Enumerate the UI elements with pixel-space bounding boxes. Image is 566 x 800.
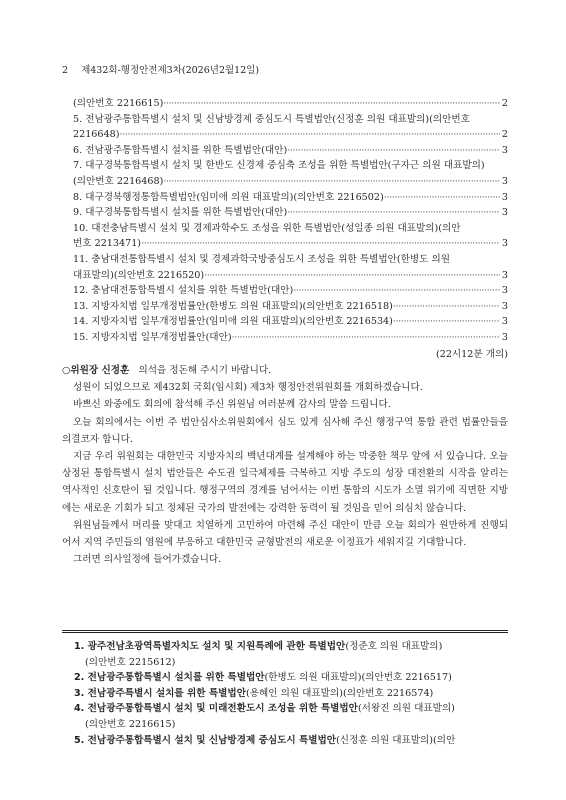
toc-entry: [62, 221, 508, 237]
toc-entry-text: 9. 대구경북통합특별시 설치를 위한 특별법안(대안): [73, 207, 288, 219]
toc-leader-dots: [393, 314, 500, 330]
toc-entry-text: 5. 전남광주통합특별시 설치 및 신남방경제 중심도시 특별법안(신정훈 의원 대표발의)(의안번호: [73, 113, 470, 125]
agenda-item: [62, 686, 508, 702]
toc-entry-text: 대표발의)(의안번호 2216520): [73, 269, 205, 281]
speech-paragraph: 위원님들께서 머리를 맞대고 치열하게 고민하여 마련해 주신 대안이 만큼 오늘 회의가 원만하게 진행되어서 지역 주민들의 염원에 부응하고 대한민국 균형발전의 새로운 이정표가 세워지길 기대합니다.: [62, 519, 508, 549]
toc-entry-text: 10. 대전충남특별시 설치 및 경제과학수도 조성을 위한 특별법안(성일종 의원 대표발의)(의안: [73, 222, 461, 234]
toc-leader-dots: [287, 143, 500, 159]
agenda-divider: [62, 630, 508, 633]
speech-paragraph: 오늘 회의에서는 이번 주 법안심사소위원회에서 심도 있게 심사해 주신 행정구역 통합 관련 법률안들을 의결코자 합니다.: [62, 416, 508, 445]
agenda-item-sponsor: (정준호 의원 대표발의): [345, 641, 443, 652]
toc-entry: [62, 112, 508, 128]
toc-page-number: 3: [501, 207, 508, 219]
agenda-item: [62, 701, 508, 732]
toc-entry: [62, 96, 508, 112]
toc-entry: [62, 174, 508, 190]
toc-leader-dots: [119, 127, 499, 143]
agenda-item-title: 1. 광주전남초광역특별자치도 설치 및 지원특례에 관한 특별법안: [74, 641, 346, 652]
toc-entry-text: 7. 대구경북통합특별시 설치 및 한반도 신경제 중심축 조성을 위한 특별법안(구자근 의원 대표발의): [73, 160, 485, 172]
toc-page-number: 3: [501, 300, 508, 312]
toc-entry: [62, 158, 508, 174]
agenda-item-title: 3. 전남광주특별시 설치를 위한 특별법안: [74, 687, 246, 699]
toc-entry: [62, 268, 508, 284]
toc-entry: [62, 143, 508, 159]
toc-leader-dots: [232, 330, 500, 346]
agenda-item: [62, 733, 508, 749]
toc-entry: [62, 205, 508, 221]
toc-entry: [62, 252, 508, 268]
agenda-item-sponsor: (용혜인 의원 대표발의)(의안번호 2216574): [245, 687, 434, 699]
chair-speech: [62, 362, 508, 568]
toc-leader-dots: [287, 205, 500, 221]
running-header: [62, 62, 259, 76]
toc-page-number: 3: [501, 269, 508, 281]
toc-entry-text: 8. 대구경북행정통합특별법안(임미애 의원 대표발의)(의안번호 2216502): [73, 191, 384, 203]
agenda-item-sponsor: (서왕진 의원 대표발의): [357, 703, 455, 715]
page-number: 2: [62, 65, 69, 76]
speech-first-line: 의석을 정돈해 주시기 바랍니다.: [138, 365, 272, 376]
toc-leader-dots: [204, 268, 500, 284]
toc-entry-text: 15. 지방자치법 일부개정법률안(대안): [73, 331, 232, 343]
agenda-item-bill-number: (의안번호 2216615): [85, 718, 176, 730]
table-of-contents: [62, 96, 508, 346]
toc-leader-dots: [393, 299, 500, 315]
toc-entry: [62, 190, 508, 206]
toc-entry: [62, 127, 508, 143]
toc-entry-text: 11. 충남대전통합특별시 설치 및 경제과학국방중심도시 조성을 위한 특별법안(한병도 의원: [73, 253, 451, 265]
toc-page-number: 3: [501, 285, 508, 297]
agenda-item-sponsor: (한병도 의원 대표발의)(의안번호 2216517): [264, 672, 452, 684]
toc-entry: [62, 236, 508, 252]
toc-page-number: 3: [501, 316, 508, 328]
toc-entry-text: (의안번호 2216468): [73, 175, 164, 187]
agenda-item-sponsor: (신정훈 의원 대표발의)(의안: [336, 734, 456, 746]
toc-leader-dots: [141, 236, 500, 252]
toc-entry-text: 14. 지방자치법 일부개정법률안(임미애 의원 대표발의)(의안번호 2216534): [73, 316, 393, 328]
toc-page-number: 3: [501, 191, 508, 203]
toc-entry-text: 13. 지방자치법 일부개정법률안(한병도 의원 대표발의)(의안번호 2216518): [73, 300, 393, 312]
session-open-time: (22시12분 개의): [435, 349, 508, 360]
toc-entry: [62, 299, 508, 315]
agenda-item: [62, 639, 508, 670]
speech-paragraph: 지금 우리 위원회는 대한민국 지방자치의 백년대계를 설계해야 하는 막중한 책무 앞에 서 있습니다. 오늘 상정된 통합특별시 설치 법안들은 수도권 일극체제를 극복하고 지방 주도의 성장 대전환의 시작을 알리는 역사적인 신호탄이 될 것입니다. 행정구역의 경계를 넘어서는 이번 통합의 시도가 소멸 위기에 직면한 지방에는 새로운 기회가 되고 정체된 국가의 발전에는 강력한 동력이 될 것임을 믿어 의심치 않습니다.: [62, 451, 508, 514]
toc-entry-text: (의안번호 2216615): [73, 98, 164, 109]
agenda-item-title: 2. 전남광주통합특별시 설치를 위한 특별법안: [74, 672, 265, 684]
toc-entry: [62, 314, 508, 330]
toc-page-number: 3: [501, 175, 508, 187]
agenda-item-bill-number: (의안번호 2215612): [85, 656, 176, 668]
toc-entry-text: 번호 2213471): [73, 238, 142, 250]
toc-entry-text: 6. 전남광주통합특별시 설치를 위한 특별법안(대안): [73, 144, 288, 156]
speech-paragraph: 성원이 되었으므로 제432회 국회(임시회) 제3차 행정안전위원회를 개회하겠습니다.: [73, 382, 423, 394]
toc-leader-dots: [163, 96, 500, 112]
session-info: 제432회-행정안전제3차(2026년2월12일): [81, 65, 260, 76]
speech-paragraph: 바쁘신 와중에도 회의에 참석해 주신 위원님 여러분께 감사의 말씀 드립니다.: [73, 399, 391, 411]
agenda-section: [62, 630, 508, 748]
speech-paragraph: 그러면 의사일정에 들어가겠습니다.: [73, 554, 222, 566]
toc-leader-dots: [293, 283, 500, 299]
agenda-item-title: 4. 전남광주통합특별시 설치 및 미래전환도시 조성을 위한 특별법안: [74, 703, 358, 715]
toc-entry-text: 2216648): [73, 129, 120, 141]
toc-page-number: 3: [501, 238, 508, 250]
toc-leader-dots: [163, 174, 500, 190]
toc-page-number: 3: [501, 144, 508, 156]
toc-page-number: 2: [501, 98, 508, 109]
toc-entry: [62, 330, 508, 346]
toc-entry: [62, 283, 508, 299]
toc-entry-text: 12. 충남대전통합특별시 설치를 위한 특별법안(대안): [73, 285, 294, 297]
toc-leader-dots: [384, 190, 500, 206]
toc-page-number: 2: [501, 129, 508, 141]
agenda-item-title: 5. 전남광주통합특별시 설치 및 신남방경제 중심도시 특별법안: [74, 734, 337, 746]
agenda-item: [62, 670, 508, 686]
toc-page-number: 3: [501, 331, 508, 343]
speaker-name: ○위원장 신정훈: [62, 365, 130, 376]
